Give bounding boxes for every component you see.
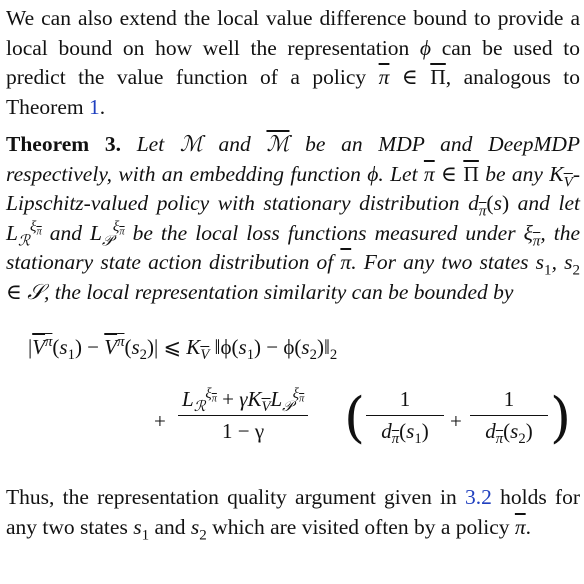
theorem-label: Theorem 3. (6, 132, 122, 156)
section-3-2-link[interactable]: 3.2 (465, 485, 492, 509)
inverse-d-s2-fraction: 1 $d_{\overline{\pi}}(s_2)$ (470, 387, 548, 444)
equation-line-2 (154, 387, 574, 467)
paper-page (6, 4, 580, 542)
left-paren: ( (344, 386, 366, 449)
plus-sign-inner: + (450, 409, 462, 433)
theorem-body: Let ℳ and ℳ be an MDP and DeepMDP respectively, with an embedding function ϕ. Let $\overline{\pi}$ ∈ $\overline{\Pi}$ be any $K_{\overline{V}}-Lipschitz$-valued policy with stationary distribution $d_{\overline{\pi}}(s)$ and let $L_ℛ^{\xi_{\overline{\pi}}}$ and $L_𝒫^{\xi_{\overline{\pi}}}$ be the local loss functions measured under $\xi_{\overline{\pi}}$, the stationary state action distribution of $\overline{\pi}$. For any two states $s_1$, $s_2$ ∈ 𝒮, the local representation similarity can be bounded by (6, 132, 581, 305)
bound-equation (6, 319, 580, 469)
loss-fraction: $L_ℛ^{\xi_{\overline{\pi}}} + \gamma K_{\overline{V}}L_𝒫^{\xi_{\overline{\pi}}}$ 1 − γ (178, 387, 308, 444)
inverse-d-s1-fraction: 1 $d_{\overline{\pi}}(s_1)$ (366, 387, 444, 444)
closing-paragraph: Thus, the representation quality argument given in 3.2 holds for any two states $s_1$ and $s_2$ which are visited often by a policy $\overline{\pi}$. (6, 485, 580, 543)
theorem-1-link[interactable]: 1 (88, 94, 100, 119)
fraction-2-numerator: 1 (399, 387, 411, 411)
equation-line-1: $|\overline{V}^{\overline{\pi}}(s_1) - \overline{V}^{\overline{\pi}}(s_2)|$ ⩽ $K_{\overline{V}}$ $‖\phi(s_1)$ − $\phi(s_2)‖_2$ (28, 333, 338, 364)
right-paren: ) (550, 386, 572, 449)
intro-paragraph: We can also extend the local value difference bound to provide a local bound on how well the representation ϕ can be used to predict the value function of a policy $\overline{\pi}$ ∈ $\overline{\Pi}$, analogous to Theorem 1. (6, 6, 581, 119)
fraction-3-numerator: 1 (503, 387, 515, 411)
plus-sign: + (154, 409, 166, 433)
loss-fraction-denominator: 1 − γ (222, 419, 265, 443)
theorem-3 (6, 130, 580, 307)
